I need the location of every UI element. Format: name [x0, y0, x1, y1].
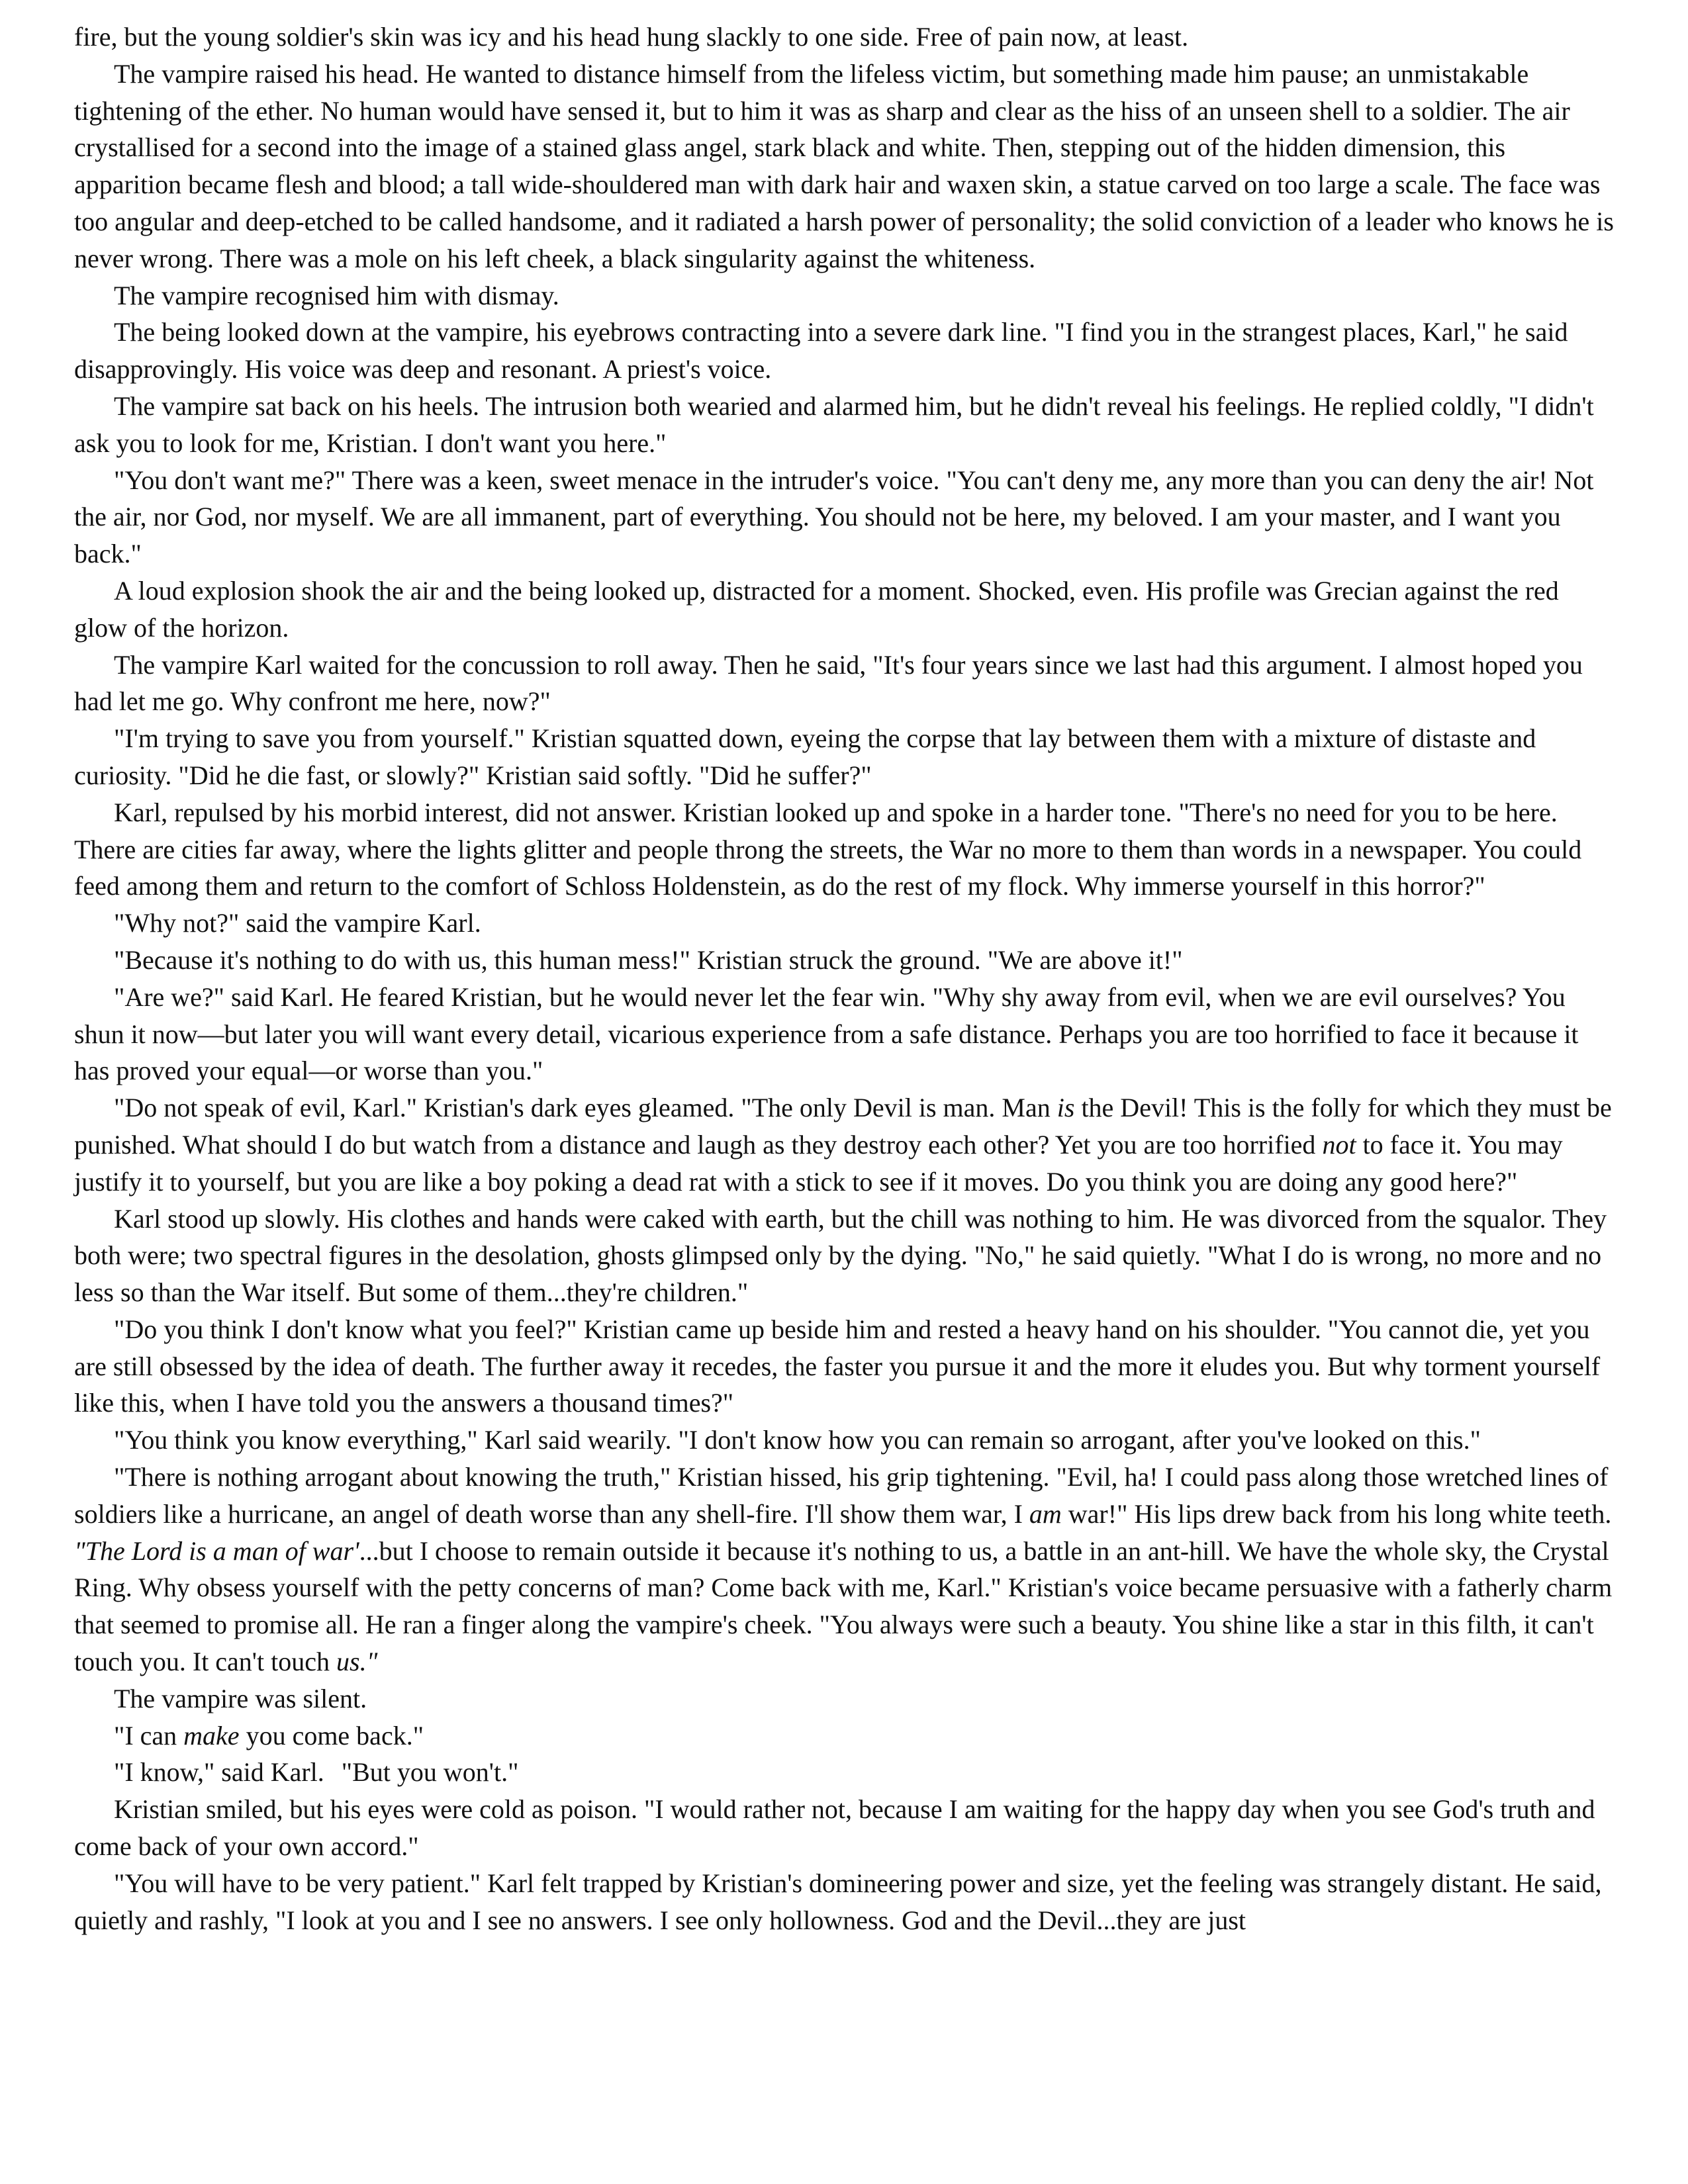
italic-run: is: [1056, 1093, 1075, 1123]
paragraph: [74, 905, 1617, 942]
paragraph: [74, 794, 1617, 905]
text-run: Karl stood up slowly. His clothes and hands were caked with earth, but the chill was nothing to him. He was divorced from the squalor. They both were; two spectral figures in the desolation, ghosts glimpsed only by the dying. "No," he said quietly. "What I do is wrong, no more and no less so than the War itself. But some of them...they're children.": [74, 1203, 1607, 1308]
paragraph: [74, 1089, 1617, 1200]
paragraph: [74, 1717, 1617, 1754]
paragraph: [74, 19, 1617, 56]
text-run: The vampire raised his head. He wanted to distance himself from the lifeless victim, but something made him pause; an unmistakable tightening of the ether. No human would have sensed it, but to him it was as sharp and clear as the hiss of an unseen shell to a soldier. The air crystallised for a second into the image of a stained glass angel, stark black and white. Then, stepping out of the hidden dimension, this apparition became flesh and blood; a tall wide-shouldered man with dark hair and waxen skin, a statue carved on too large a scale. The face was too angular and deep-etched to be called handsome, and it radiated a harsh power of personality; the solid conviction of a leader who knows he is never wrong. There was a mole on his left cheek, a black singularity against the whiteness.: [74, 58, 1614, 273]
italic-run: "The Lord is a man of war': [74, 1535, 359, 1566]
paragraph: [74, 572, 1617, 647]
italic-run: am: [1029, 1498, 1062, 1529]
paragraph: [74, 1791, 1617, 1865]
text-run: The vampire recognised him with dismay.: [114, 280, 559, 310]
text-run: Kristian smiled, but his eyes were cold as poison. "I would rather not, because I am waiting for the happy day when you see God's truth and come back of your own accord.": [74, 1794, 1595, 1862]
text-run: The vampire was silent.: [114, 1683, 367, 1713]
text-run: "You think you know everything," Karl said wearily. "I don't know how you can remain so arrogant, after you've looked on this.": [114, 1425, 1481, 1455]
text-run: The vampire sat back on his heels. The intrusion both wearied and alarmed him, but he didn't reveal his feelings. He replied coldly, "I didn't ask you to look for me, Kristian. I don't want you here.": [74, 390, 1594, 458]
text-run: The being looked down at the vampire, his eyebrows contracting into a severe dark line. "I find you in the strangest places, Karl," he said disapprovingly. His voice was deep and resonant. A priest's voice.: [74, 317, 1568, 385]
text-run: "Are we?" said Karl. He feared Kristian, but he would never let the fear win. "Why shy away from evil, when we are evil ourselves? You shun it now—but later you will want every detail, vicarious experience from a safe distance. Perhaps you are too horrified to face it because it has proved your equal—or worse than you.": [74, 981, 1579, 1086]
paragraph: [74, 1754, 1617, 1791]
paragraph: [74, 1311, 1617, 1422]
text-run: "Because it's nothing to do with us, this human mess!" Kristian struck the ground. "We are above it!": [114, 944, 1183, 975]
text-run: "I can: [114, 1720, 184, 1751]
text-run: "But you won't.": [341, 1757, 519, 1788]
text-run: "You will have to be very patient." Karl felt trapped by Kristian's domineering power and size, yet the feeling was strangely distant. He said, quietly and rashly, "I look at you and I see no answers. I see only hollowness. God and the Devil...they are just: [74, 1868, 1602, 1935]
text-run: "There is nothing arrogant about knowing the truth," Kristian hissed, his grip tightening. "Evil, ha! I could pass along those wretched lines of soldiers like a hurricane, an angel of death worse than any shell-fire. I'll show them war, I: [74, 1462, 1609, 1529]
paragraph: [74, 979, 1617, 1089]
paragraph: [74, 647, 1617, 721]
paragraph: [74, 462, 1617, 572]
paragraph: [74, 720, 1617, 794]
paragraph: [74, 942, 1617, 979]
paragraph: [74, 1459, 1617, 1680]
italic-run: us.": [336, 1647, 378, 1677]
paragraph: [74, 56, 1617, 277]
paragraph: [74, 388, 1617, 462]
paragraph: [74, 1680, 1617, 1717]
italic-run: make: [183, 1720, 240, 1751]
italic-run: not: [1322, 1129, 1356, 1160]
text-run: fire, but the young soldier's skin was icy and his head hung slackly to one side. Free of pain now, at least.: [74, 22, 1189, 52]
paragraph: [74, 1865, 1617, 1939]
text-run: "Do you think I don't know what you feel?" Kristian came up beside him and rested a heavy hand on his shoulder. "You cannot die, yet you are still obsessed by the idea of death. The further away it recedes, the faster you pursue it and the more it eludes you. But why torment yourself like this, when I have told you the answers a thousand times?": [74, 1314, 1601, 1418]
text-run: "Do not speak of evil, Karl." Kristian's dark eyes gleamed. "The only Devil is man. Man: [114, 1093, 1057, 1123]
text-run: ...but I choose to remain outside it because it's nothing to us, a battle in an ant-hill. We have the whole sky, the Crystal Ring. Why obsess yourself with the petty concerns of man? Come back with me, Karl." Kristian's voice became persuasive with a fatherly charm that seemed to promise all. He ran a finger along the vampire's cheek. "You always were such a beauty. You shine like a star in this filth, it can't touch you. It can't touch: [74, 1535, 1613, 1677]
text-run: the Devil! This is the folly for which they must be punished. What should I do but watch from a distance and laugh as they destroy each other? Yet you are too horrified: [74, 1093, 1612, 1160]
text-run: "I'm trying to save you from yourself." Kristian squatted down, eyeing the corpse that lay between them with a mixture of distaste and curiosity. "Did he die fast, or slowly?" Kristian said softly. "Did he suffer?": [74, 723, 1536, 790]
paragraph: [74, 1422, 1617, 1459]
text-run: Karl, repulsed by his morbid interest, did not answer. Kristian looked up and spoke in a harder tone. "There's no need for you to be here. There are cities far away, where the lights glitter and people throng the streets, the War no more to them than words in a newspaper. You could feed among them and return to the comfort of Schloss Holdenstein, as do the rest of my flock. Why immerse yourself in this horror?": [74, 797, 1582, 901]
text-run: A loud explosion shook the air and the being looked up, distracted for a moment. Shocked, even. His profile was Grecian against the red glow of the horizon.: [74, 575, 1559, 643]
paragraph: [74, 314, 1617, 388]
text-run: you come back.": [239, 1720, 424, 1751]
text-run: "Why not?" said the vampire Karl.: [114, 908, 481, 938]
document-page: [74, 19, 1617, 1938]
text-run: to face it. You may justify it to yourself, but you are like a boy poking a dead rat with a stick to see if it moves. Do you think you are doing any good here?": [74, 1129, 1563, 1197]
text-run: war!" His lips drew back from his long white teeth.: [1061, 1498, 1612, 1529]
paragraph: [74, 277, 1617, 314]
text-run: The vampire Karl waited for the concussion to roll away. Then he said, "It's four years since we last had this argument. I almost hoped you had let me go. Why confront me here, now?": [74, 649, 1583, 717]
text-run: "I know," said Karl.: [114, 1757, 324, 1788]
paragraph: [74, 1201, 1617, 1311]
text-run: "You don't want me?" There was a keen, sweet menace in the intruder's voice. "You can't deny me, any more than you can deny the air! Not the air, nor God, nor myself. We are all immanent, part of everything. You should not be here, my beloved. I am your master, and I want you back.": [74, 465, 1594, 569]
